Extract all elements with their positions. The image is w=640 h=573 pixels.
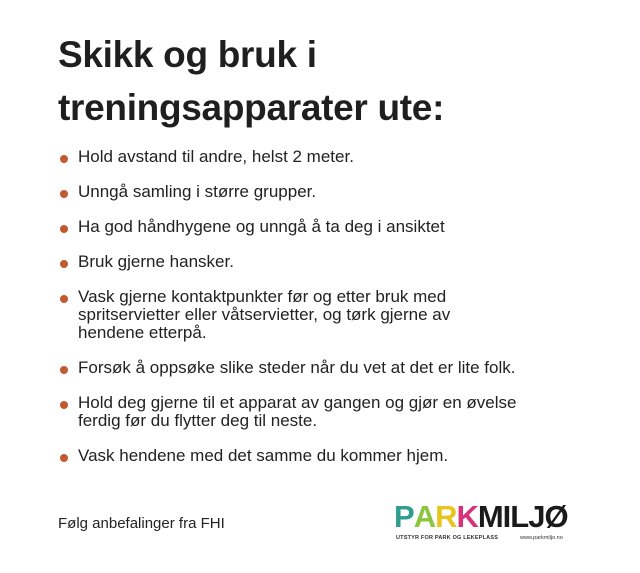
logo-letter: K	[456, 499, 478, 534]
list-item: Hold avstand til andre, helst 2 meter.	[58, 148, 618, 166]
list-item: Ha god håndhygene og unngå å ta deg i ansiktet	[58, 218, 618, 236]
logo-letter: A	[413, 499, 436, 534]
list-item: Hold deg gjerne til et apparat av gangen og gjør en øvelse ferdig før du flytter deg til neste.	[58, 394, 618, 430]
page-title-line-2: treningsapparater ute:	[58, 87, 445, 128]
fhi-recommendation-text: Følg anbefalinger fra FHI	[58, 515, 225, 532]
logo-tagline: UTSTYR FOR PARK OG LEKEPLASS	[396, 535, 499, 541]
list-item: Vask hendene med det samme du kommer hjem.	[58, 447, 618, 465]
list-item: Forsøk å oppsøke slike steder når du vet at det er lite folk.	[58, 359, 618, 377]
logo-url: www.parkmiljo.no	[520, 535, 563, 541]
list-item: Unngå samling i større grupper.	[58, 183, 618, 201]
logo-letter: P	[394, 499, 414, 534]
logo-letter: MILJØ	[477, 499, 568, 534]
guidelines-list	[58, 148, 618, 465]
page-title-line-1: Skikk og bruk i	[58, 34, 317, 75]
parkmiljo-logo	[394, 501, 574, 546]
logo-wordmark	[394, 501, 574, 533]
logo-letter: R	[435, 499, 457, 534]
list-item: Vask gjerne kontaktpunkter før og etter bruk med spritservietter eller våtservietter, og tørk gjerne av hendene etterpå.	[58, 288, 618, 342]
list-item: Bruk gjerne hansker.	[58, 253, 618, 271]
page-title	[58, 28, 618, 134]
